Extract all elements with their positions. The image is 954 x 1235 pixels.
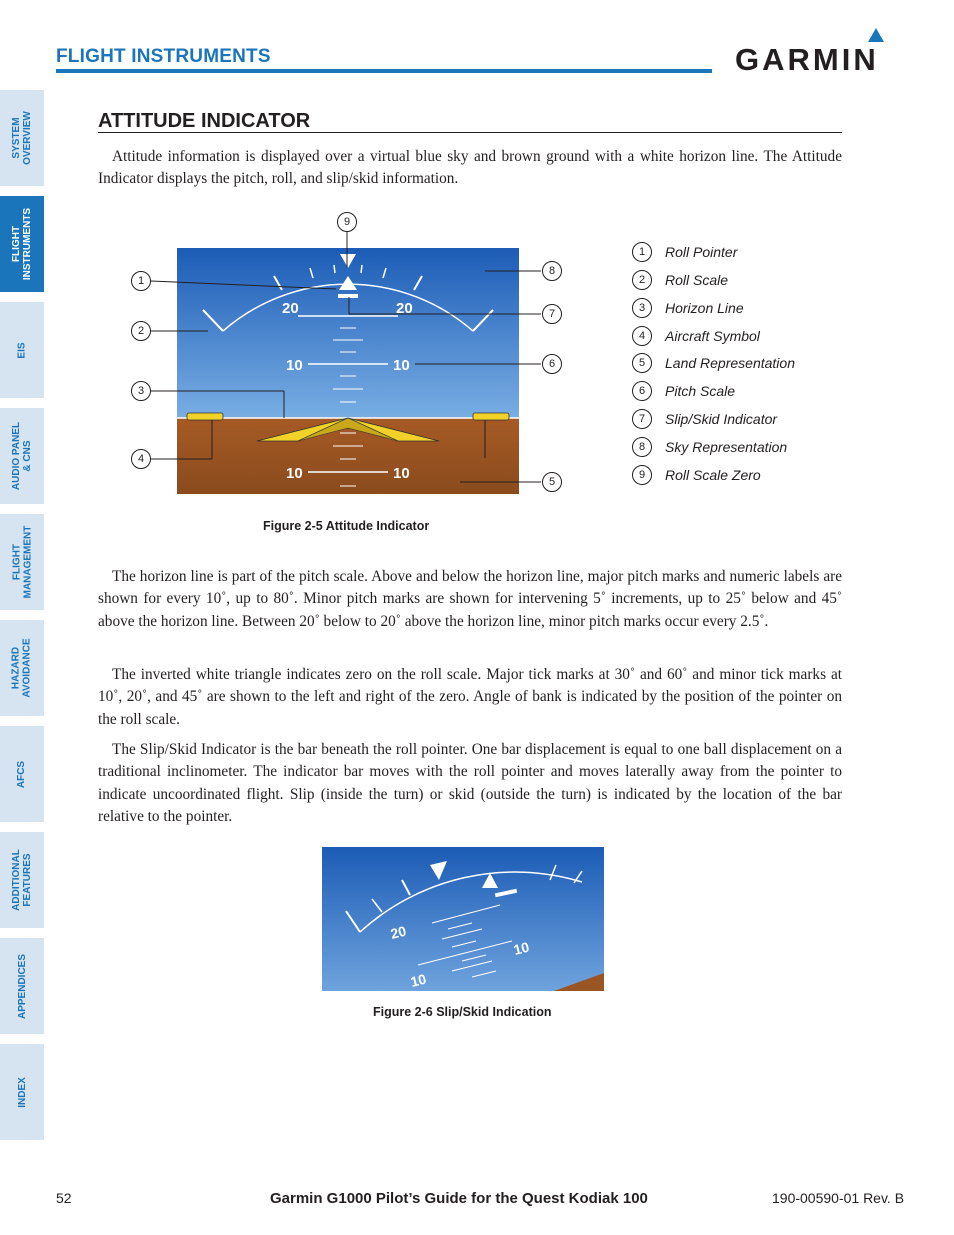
garmin-logo-text: GARMIN — [735, 42, 879, 77]
legend-item: 3 Horizon Line — [632, 297, 744, 319]
tab-index[interactable]: INDEX — [0, 1044, 44, 1140]
slip-skid-figure — [322, 847, 604, 991]
pitch-label-neg10-left: 10 — [286, 465, 303, 482]
paragraph-roll-scale: The inverted white triangle indicates zero on the roll scale. Major tick marks at 30˚ and 60˚ and minor tick marks at 10˚, 20˚, and 45˚ are shown to the left and right of the zero. Angle of bank is indicated by the position of the pointer on the roll scale. — [98, 666, 842, 728]
intro-paragraph: Attitude information is displayed over a virtual blue sky and brown ground with a white horizon line. The Attitude Indicator displays the pitch, roll, and slip/skid information. — [98, 148, 842, 188]
section-title: ATTITUDE INDICATOR — [98, 110, 311, 132]
pitch-label-neg10-right: 10 — [393, 465, 410, 482]
tab-additional-features[interactable]: ADDITIONAL FEATURES — [0, 832, 44, 928]
tab-afcs[interactable]: AFCS — [0, 726, 44, 822]
paragraph-slip-skid: The Slip/Skid Indicator is the bar beneath the roll pointer. One bar displacement is equal to one ball displacement on a traditional inclinometer. The indicator bar moves with the roll pointer and moves laterally away from the pointer to indicate uncoordinated flight. Slip (inside the turn) or skid (outside the turn) is indicated by the location of the bar relative to the pointer. — [98, 741, 842, 826]
pitch-label-10-left: 10 — [286, 357, 303, 374]
tab-eis[interactable]: EIS — [0, 302, 44, 398]
footer-title: Garmin G1000 Pilot’s Guide for the Quest Kodiak 100 — [270, 1190, 648, 1207]
pitch-label-20-right: 20 — [396, 300, 413, 317]
callout-4: 4 — [131, 449, 151, 469]
legend-item: 8 Sky Representation — [632, 436, 787, 458]
tab-system-overview[interactable]: SYSTEM OVERVIEW — [0, 90, 44, 186]
paragraph-horizon-line: The horizon line is part of the pitch scale. Above and below the horizon line, major pitch marks and numeric labels are shown for every 10˚, up to 80˚. Minor pitch marks are shown for intervening 5˚ increments, up to 25˚ below and 45˚ above the horizon line. Between 20˚ below to 20˚ above the horizon line, minor pitch marks occur every 2.5˚. — [98, 568, 842, 630]
slip-pitch-label-20: 20 — [388, 922, 408, 942]
slip-pitch-label-10-left: 10 — [408, 970, 428, 990]
tab-flight-management[interactable]: FLIGHT MANAGEMENT — [0, 514, 44, 610]
figure-2-6-caption: Figure 2-6 Slip/Skid Indication — [373, 1005, 552, 1019]
callout-6: 6 — [542, 354, 562, 374]
callout-9: 9 — [337, 212, 357, 232]
callout-5: 5 — [542, 472, 562, 492]
legend-item: 5 Land Representation — [632, 352, 795, 374]
tab-audio-panel-cns[interactable]: AUDIO PANEL & CNS — [0, 408, 44, 504]
pitch-label-10-right: 10 — [393, 357, 410, 374]
tab-appendices[interactable]: APPENDICES — [0, 938, 44, 1034]
legend-item: 9 Roll Scale Zero — [632, 464, 761, 486]
callout-3: 3 — [131, 381, 151, 401]
tab-flight-instruments[interactable]: FLIGHT INSTRUMENTS — [0, 196, 44, 292]
legend-item: 1 Roll Pointer — [632, 241, 737, 263]
legend-item: 6 Pitch Scale — [632, 380, 735, 402]
legend-item: 2 Roll Scale — [632, 269, 728, 291]
legend-item: 4 Aircraft Symbol — [632, 325, 760, 347]
page-number: 52 — [56, 1190, 72, 1206]
callout-7: 7 — [542, 304, 562, 324]
callout-8: 8 — [542, 261, 562, 281]
legend-item: 7 Slip/Skid Indicator — [632, 408, 777, 430]
figure-2-5-caption: Figure 2-5 Attitude Indicator — [263, 519, 430, 533]
document-number: 190-00590-01 Rev. B — [772, 1190, 905, 1206]
running-header: FLIGHT INSTRUMENTS — [56, 46, 271, 67]
pitch-label-20-left: 20 — [282, 300, 299, 317]
slip-pitch-label-10-right: 10 — [511, 938, 531, 958]
tab-hazard-avoidance[interactable]: HAZARD AVOIDANCE — [0, 620, 44, 716]
callout-1: 1 — [131, 271, 151, 291]
callout-2: 2 — [131, 321, 151, 341]
